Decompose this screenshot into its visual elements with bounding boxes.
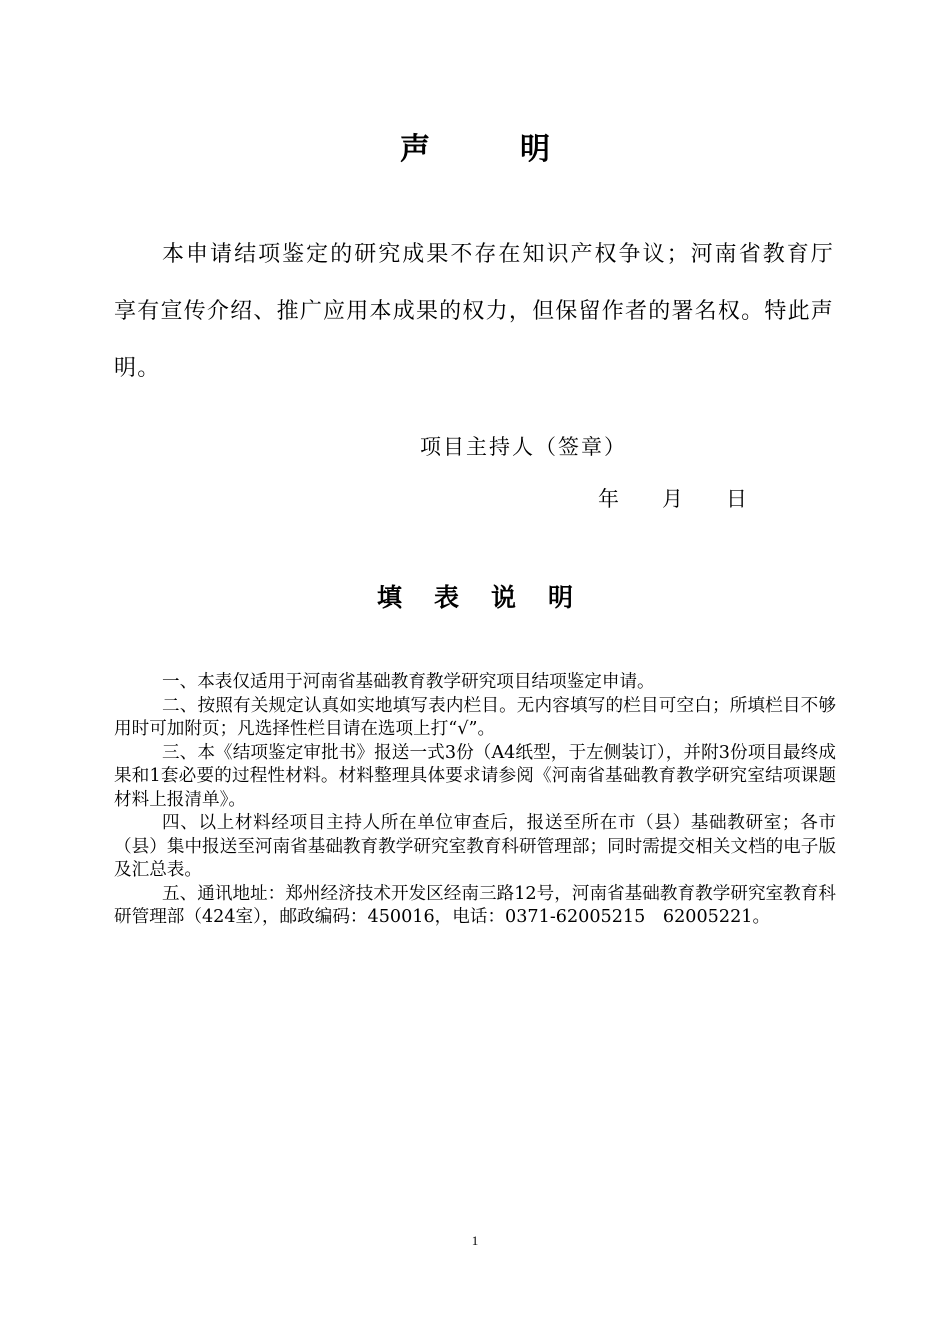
declaration-body [114, 226, 834, 397]
instructions-list [114, 671, 836, 930]
declaration-title: 声明 [400, 132, 640, 167]
instruction-item: 二、按照有关规定认真如实地填写表内栏目。无内容填写的栏目可空白；所填栏目不够用时可加附页；凡选择性栏目请在选项上打“√”。 [114, 695, 836, 739]
signature-date [598, 482, 747, 516]
declaration-paragraph: 本申请结项鉴定的研究成果不存在知识产权争议；河南省教育厅享有宣传介绍、推广应用本成果的权力，但保留作者的署名权。特此声明。 [114, 242, 834, 381]
signature-label: 项目主持人（签章） [420, 435, 627, 459]
date-day-label: 日 [726, 487, 747, 511]
instruction-item: 五、通讯地址：郑州经济技术开发区经南三路12号，河南省基础教育教学研究室教育科研管理部（424室），邮政编码：450016，电话：0371-62005215 62005221。 [114, 883, 836, 927]
date-year-label: 年 [598, 487, 619, 511]
instruction-item: 一、本表仅适用于河南省基础教育教学研究项目结项鉴定申请。 [162, 672, 655, 692]
instructions-title: 填表说明 [376, 583, 605, 612]
page-number: 1 [471, 1233, 479, 1248]
instruction-item: 四、以上材料经项目主持人所在单位审查后，报送至所在市（县）基础教研室；各市（县）集中报送至河南省基础教育教学研究室教育科研管理部；同时需提交相关文档的电子版及汇总表。 [114, 813, 836, 880]
date-month-label: 月 [662, 487, 683, 511]
instruction-item: 三、本《结项鉴定审批书》报送一式3份（A4纸型，于左侧装订），并附3份项目最终成果和1套必要的过程性材料。材料整理具体要求请参阅《河南省基础教育教学研究室结项课题材料上报清单》。 [114, 742, 836, 810]
